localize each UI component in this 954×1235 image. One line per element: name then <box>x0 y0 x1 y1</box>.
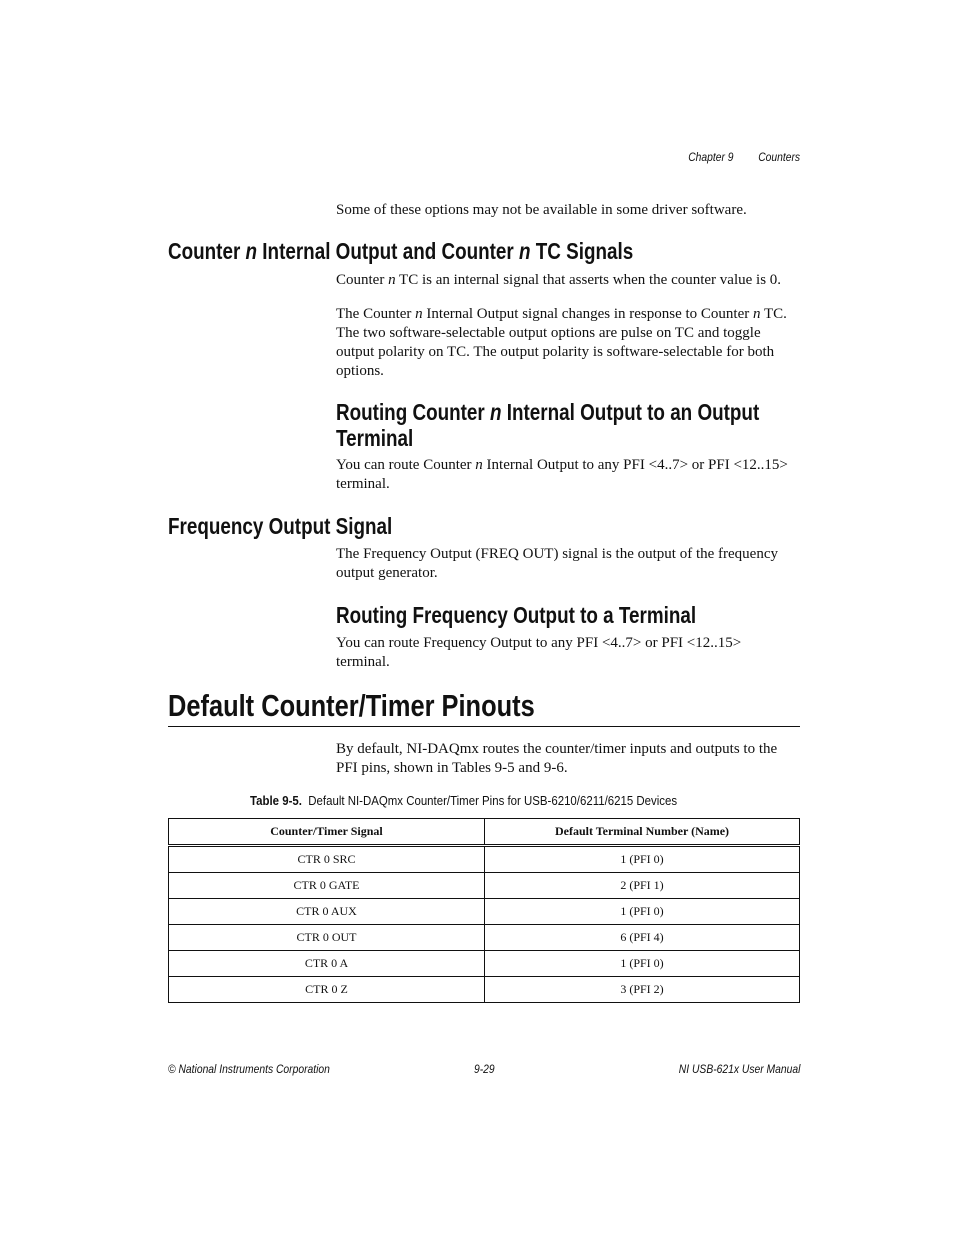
column-header-signal: Counter/Timer Signal <box>169 819 485 846</box>
paragraph-routing-counter: You can route Counter n Internal Output to any PFI <4..7> or PFI <12..15> terminal. <box>336 457 788 492</box>
header-chapter: Chapter 9 <box>688 150 734 164</box>
heading-routing-counter: Routing Counter n Internal Output to an Output Terminal <box>336 399 760 451</box>
paragraph-default-pinouts: By default, NI-DAQmx routes the counter/timer inputs and outputs to the PFI pins, shown in Tables 9-5 and 9-6. <box>336 741 778 776</box>
table-caption-label: Table 9-5. <box>250 793 302 808</box>
heading-counter-output: Counter n Internal Output and Counter n TC Signals <box>168 238 634 264</box>
signal-cell: CTR 0 SRC <box>169 846 485 873</box>
heading-rule <box>168 726 800 727</box>
table-caption <box>250 793 677 808</box>
paragraph-frequency-output: The Frequency Output (FREQ OUT) signal is the output of the frequency output generator. <box>336 546 778 581</box>
terminal-cell: 1 (PFI 0) <box>485 846 800 873</box>
heading-routing-frequency: Routing Frequency Output to a Terminal <box>336 602 697 628</box>
terminal-cell: 3 (PFI 2) <box>485 977 800 1003</box>
terminal-cell: 6 (PFI 4) <box>485 925 800 951</box>
table-caption-text: Default NI-DAQmx Counter/Timer Pins for USB-6210/6211/6215 Devices <box>308 793 678 808</box>
paragraph-internal-output: The Counter n Internal Output signal changes in response to Counter n TC. The two software-selectable output options are pulse on TC and toggle output polarity on TC. The output polarity is software-selectable for both options. <box>336 306 787 379</box>
footer-left: © National Instruments Corporation <box>168 1062 330 1076</box>
heading-default-pinouts: Default Counter/Timer Pinouts <box>168 688 535 723</box>
paragraph-counter-tc: Counter n TC is an internal signal that asserts when the counter value is 0. <box>336 272 782 288</box>
running-header <box>670 150 800 164</box>
intro-paragraph: Some of these options may not be available in some driver software. <box>336 202 747 218</box>
signal-cell: CTR 0 A <box>169 951 485 977</box>
table-header-row <box>169 819 800 846</box>
column-header-terminal: Default Terminal Number (Name) <box>485 819 800 846</box>
footer-page-number: 9-29 <box>474 1062 495 1076</box>
table-row <box>169 873 800 899</box>
heading-frequency-output: Frequency Output Signal <box>168 513 393 539</box>
table-row <box>169 846 800 873</box>
terminal-cell: 1 (PFI 0) <box>485 951 800 977</box>
header-section: Counters <box>758 150 800 164</box>
signal-cell: CTR 0 GATE <box>169 873 485 899</box>
pinout-table <box>168 818 800 1003</box>
signal-cell: CTR 0 OUT <box>169 925 485 951</box>
table-row <box>169 899 800 925</box>
table-row <box>169 977 800 1003</box>
signal-cell: CTR 0 Z <box>169 977 485 1003</box>
terminal-cell: 2 (PFI 1) <box>485 873 800 899</box>
footer-right: NI USB-621x User Manual <box>678 1062 800 1076</box>
signal-cell: CTR 0 AUX <box>169 899 485 925</box>
paragraph-routing-frequency: You can route Frequency Output to any PFI <4..7> or PFI <12..15> terminal. <box>336 635 742 670</box>
terminal-cell: 1 (PFI 0) <box>485 899 800 925</box>
table-row <box>169 951 800 977</box>
table-row <box>169 925 800 951</box>
